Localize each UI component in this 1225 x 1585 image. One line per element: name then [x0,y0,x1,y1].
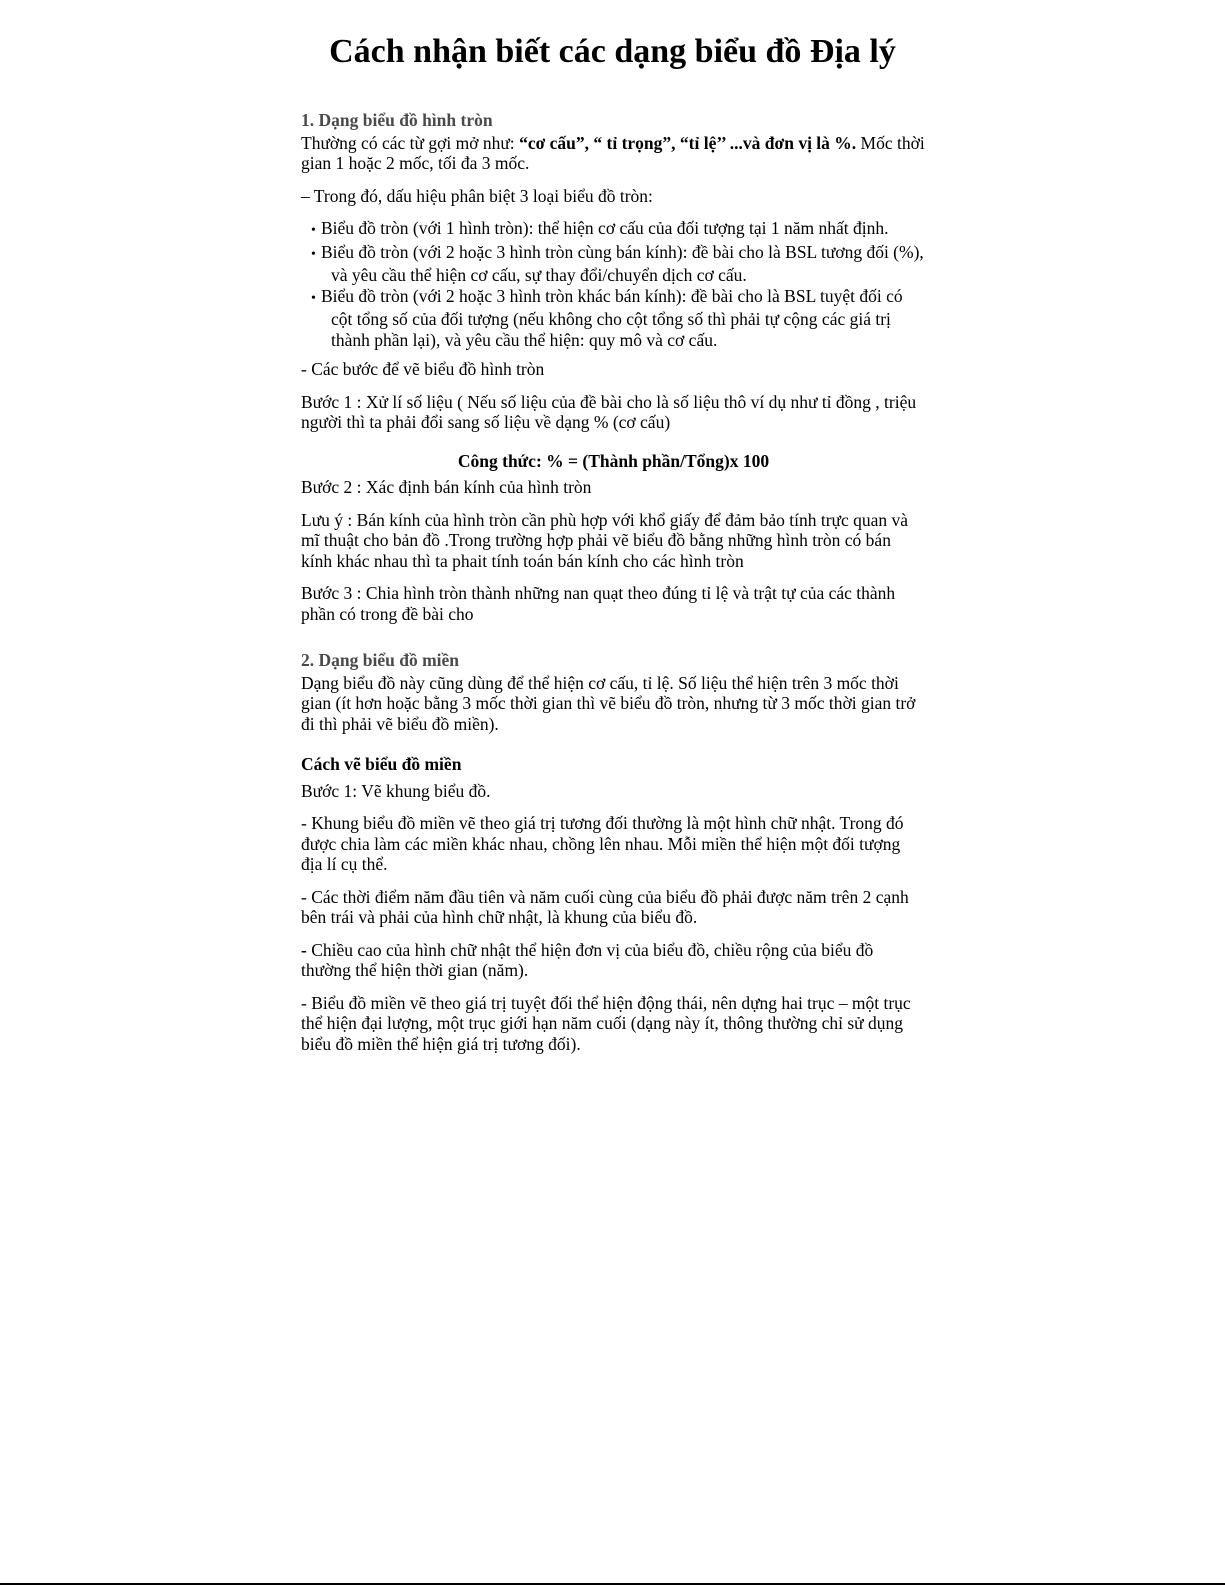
area-chart-subheading: Cách vẽ biểu đồ miền [301,754,462,774]
list-item [301,242,926,286]
section-1-heading: 1. Dạng biểu đồ hình tròn [301,110,493,130]
list-item-text: Biểu đồ tròn (với 2 hoặc 3 hình tròn khác bán kính): đề bài cho là BSL tuyệt đối có cột tổng số của đối tượng (nếu không cho cột tổng số thì phải tự cộng các giá trị thành phần lại), và yêu cầu thể hiện: quy mô và cơ cấu. [321,285,903,350]
area-paragraph-3-text: Chiều cao của hình chữ nhật thể hiện đơn vị của biểu đồ, chiều rộng của biểu đồ thường thể hiện thời gian (năm). [301,939,874,980]
intro-keywords: “cơ cấu”, “ tỉ trọng”, “tỉ lệ’’ ...và đơn vị là %. [519,132,857,153]
section-2-heading: 2. Dạng biểu đồ miền [301,650,460,670]
document-body [301,110,926,1066]
distinguish-text: – Trong đó, dấu hiệu phân biệt 3 loại biểu đồ tròn: [301,185,653,206]
pie-chart-types-list [301,218,926,350]
area-paragraph-2: - Các thời điểm năm đầu tiên và năm cuối cùng của biểu đồ phải được năm trên 2 cạnh bên trái và phải của hình chữ nhật, là khung của biểu đồ. [301,886,909,927]
list-item [301,218,926,242]
formula: Công thức: % = (Thành phần/Tổng)x 100 [457,450,770,471]
pie-note: Lưu ý : Bán kính của hình tròn cần phù hợp với khổ giấy để đảm bảo tính trực quan và mĩ thuật cho bản đồ .Trong trường hợp phải vẽ biểu đồ bằng những hình tròn có bán kính khác nhau thì ta phait tính toán bán kính cho các hình tròn [301,509,909,571]
steps-intro: - Các bước để vẽ biểu đồ hình tròn [301,359,545,379]
pie-step-2: Bước 2 : Xác định bán kính của hình tròn [301,477,592,497]
dash-mark: - [301,939,307,960]
bullet-icon: • [311,246,316,262]
document-title: Cách nhận biết các dạng biểu đồ Địa lý [329,33,896,70]
list-item-text: Biểu đồ tròn (với 1 hình tròn): thể hiện cơ cấu của đối tượng tại 1 năm nhất định. [321,218,889,238]
section-1-intro [301,133,926,174]
area-paragraph-1: - Khung biểu đồ miền vẽ theo giá trị tương đối thường là một hình chữ nhật. Trong đó được chia làm các miền khác nhau, chồng lên nhau. Mỗi miền thể hiện một đối tượng địa lí cụ thể. [301,813,904,874]
pie-step-3: Bước 3 : Chia hình tròn thành những nan quạt theo đúng tỉ lệ và trật tự của các thành phần có trong đề bài cho [301,583,896,624]
bullet-icon: • [311,223,316,238]
pie-step-1: Bước 1 : Xử lí số liệu ( Nếu số liệu của đề bài cho là số liệu thô ví dụ như tỉ đồng , triệu người thì ta phải đổi sang số liệu về dạng % (cơ cấu) [301,391,917,432]
section-2-intro: Dạng biểu đồ này cũng dùng để thể hiện cơ cấu, tỉ lệ. Số liệu thể hiện trên 3 mốc thời gian (ít hơn hoặc bằng 3 mốc thời gian thì vẽ biểu đồ tròn, nhưng từ 3 mốc thời gian trở đi thì phải vẽ biểu đồ miền). [301,672,916,734]
area-step-1: Bước 1: Vẽ khung biểu đồ. [301,780,491,801]
area-paragraph-3 [301,940,926,981]
list-item [301,286,926,351]
intro-text: Thường có các từ gợi mở như: [301,132,520,153]
bullet-icon: • [311,290,316,306]
area-paragraph-4: - Biểu đồ miền vẽ theo giá trị tuyệt đối thể hiện động thái, nên dựng hai trục – một trục thể hiện đại lượng, một trục giới hạn năm cuối (dạng này ít, thông thường chỉ sử dụng biểu đồ miền thể hiện giá trị tương đối). [301,992,911,1054]
intro-timeframe: Mốc thời gian 1 hoặc 2 mốc, tối đa 3 mốc. [301,132,925,173]
list-item-text: Biểu đồ tròn (với 2 hoặc 3 hình tròn cùng bán kính): đề bài cho là BSL tương đối (%), và yêu cầu thể hiện cơ cấu, sự thay đổi/chuyển dịch cơ cấu. [321,241,924,285]
